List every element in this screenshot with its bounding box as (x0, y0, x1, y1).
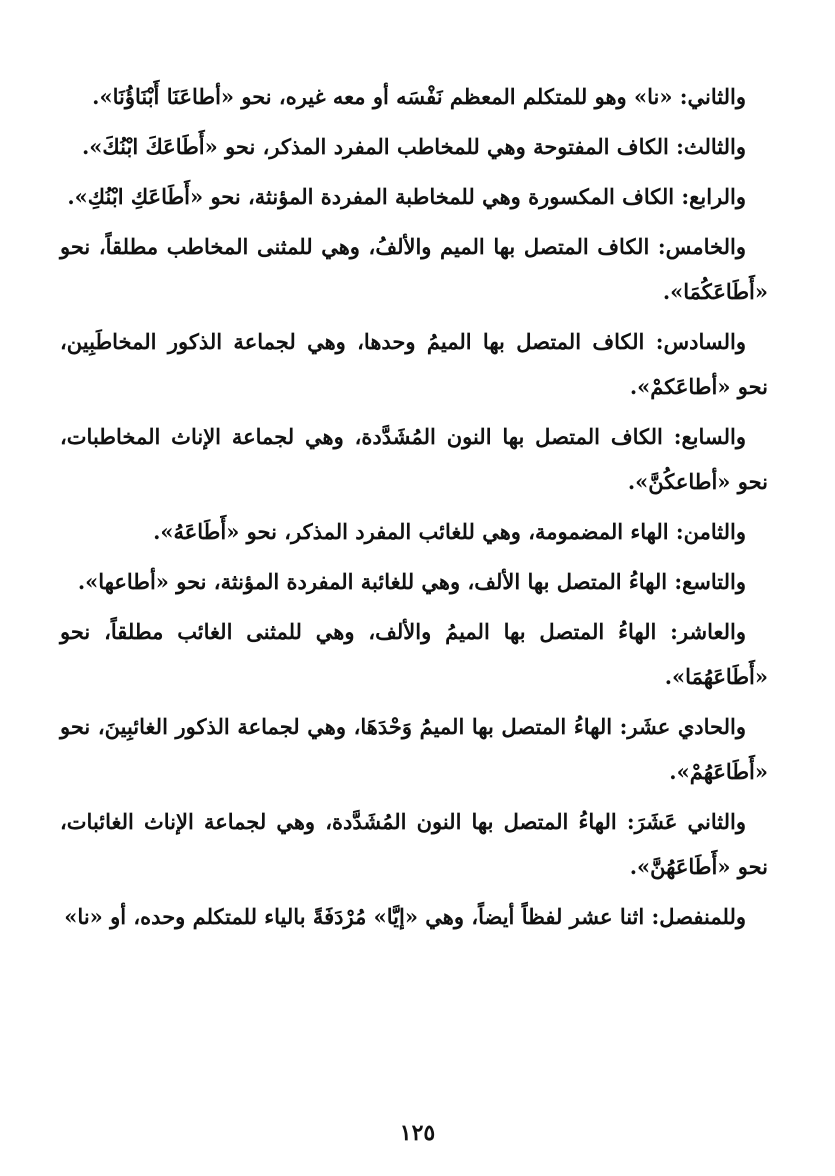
paragraph-sixth: والسادس: الكاف المتصل بها الميمُ وحدها، وهي لجماعة الذكور المخاطَبِين، نحو «أطاعَكمْ». (60, 329, 768, 399)
paragraph-seventh: والسابع: الكاف المتصل بها النون المُشَدَّدة، وهي لجماعة الإناث المخاطبات، نحو «أطاعكُنَّ». (60, 424, 768, 494)
paragraph-fifth: والخامس: الكاف المتصل بها الميم والألفُ، وهي للمثنى المخاطب مطلقاً، نحو «أَطَاعَكُمَا». (60, 234, 768, 304)
main-text-body (60, 74, 768, 944)
paragraph-eighth: والثامن: الهاء المضمومة، وهي للغائب المفرد المذكر، نحو «أَطَاعَهُ». (153, 519, 746, 544)
page-number: ١٢٥ (399, 1120, 436, 1146)
paragraph-second: والثاني: «نا» وهو للمتكلم المعظم نَفْسَه أو معه غيره، نحو «أطاعَنَا أَبْنَاؤُنَا». (92, 84, 746, 109)
paragraph-eleventh: والحادي عشَر: الهاءُ المتصل بها الميمُ وَحْدَهَا، وهي لجماعة الذكور الغائبِينَ، نحو «أَطَاعَهُمْ». (60, 714, 768, 784)
paragraph-tenth: والعاشر: الهاءُ المتصل بها الميمُ والألف، وهي للمثنى الغائب مطلقاً، نحو «أَطَاعَهُمَا». (60, 619, 768, 689)
paragraph-ninth: والتاسع: الهاءُ المتصل بها الألف، وهي للغائبة المفردة المؤنثة، نحو «أطاعها». (77, 569, 746, 594)
paragraph-third: والثالث: الكاف المفتوحة وهي للمخاطب المفرد المذكر، نحو «أَطَاعَكَ ابْنُكَ». (82, 134, 746, 159)
paragraph-separate-pronouns: وللمنفصل: اثنا عشر لفظاً أيضاً، وهي «إيَّا» مُرْدَفَةً بالياء للمتكلم وحده، أو «نا» (64, 904, 746, 929)
paragraph-twelfth: والثاني عَشَرَ: الهاءُ المتصل بها النون المُشَدَّدة، وهي لجماعة الإناث الغائبات، نحو «أَطَاعَهُنَّ». (60, 809, 768, 879)
paragraph-fourth: والرابع: الكاف المكسورة وهي للمخاطبة المفردة المؤنثة، نحو «أَطَاعَكِ ابْنُكِ». (67, 184, 746, 209)
